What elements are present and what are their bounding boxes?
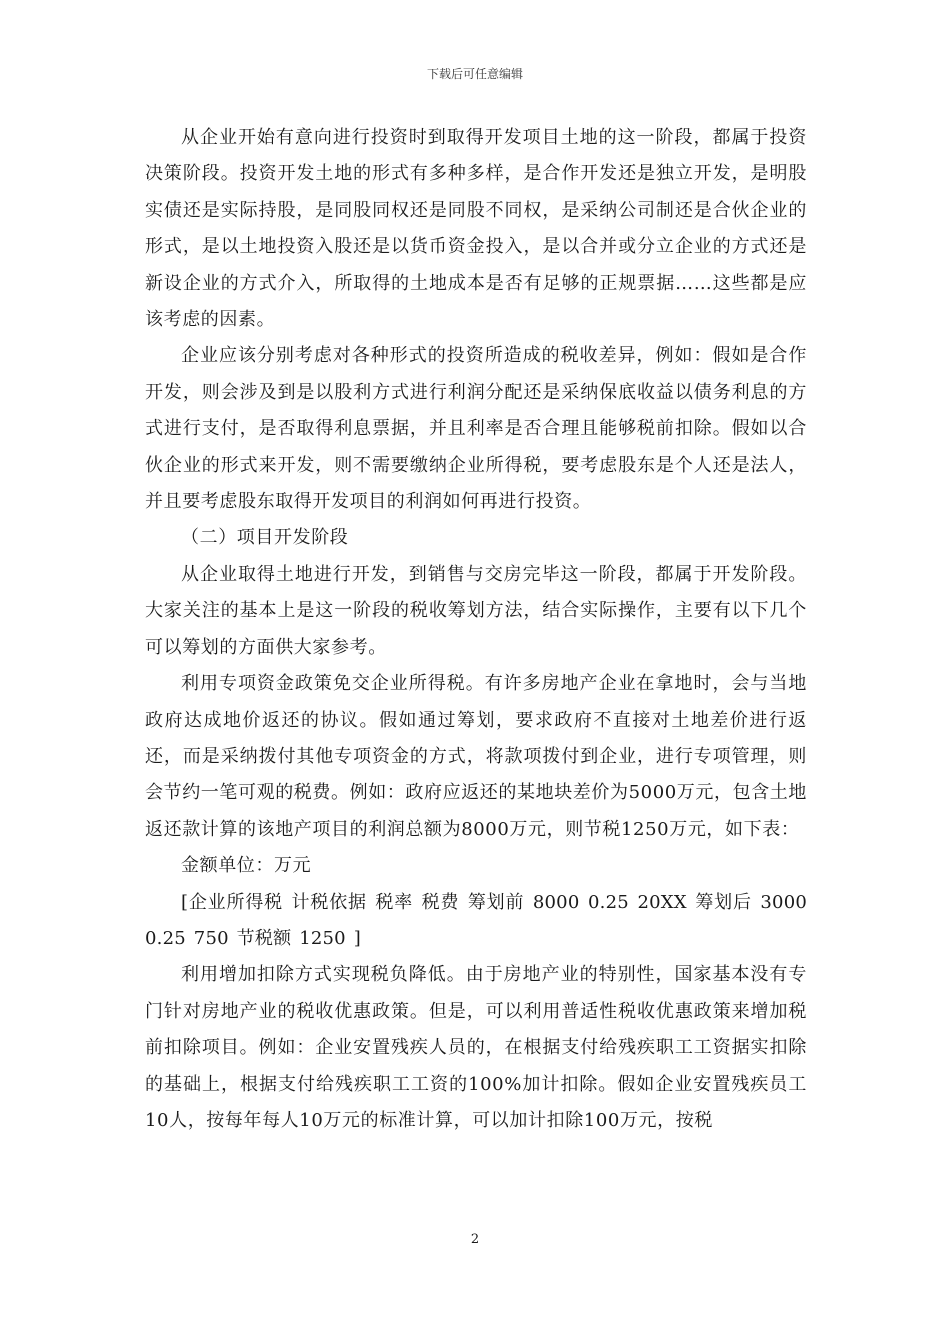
section-heading-project-development: （二）项目开发阶段 [181,527,349,549]
page-number: 2 [470,1232,480,1247]
paragraph-inline-table: [企业所得税 计税依据 税率 税费 筹划前 8000 0.25 20XX 筹划后 3000 0.25 750 节税额 1250 ] [145,891,807,949]
paragraph-development-stage: 从企业取得土地进行开发，到销售与交房完毕这一阶段，都属于开发阶段。大家关注的基本上是这一阶段的税收筹划方法，结合实际操作，主要有以下几个可以筹划的方面供大家参考。 [145,563,807,658]
paragraph-tax-differences: 企业应该分别考虑对各种形式的投资所造成的税收差异，例如：假如是合作开发，则会涉及到是以股利方式进行利润分配还是采纳保底收益以债务利息的方式进行支付，是否取得利息票据，并且利率是否合理且能够税前扣除。假如以合伙企业的形式来开发，则不需要缴纳企业所得税，要考虑股东是个人还是法人，并且要考虑股东取得开发项目的利润如何再进行投资。 [145,345,807,513]
paragraph-special-funds-policy: 利用专项资金政策免交企业所得税。有许多房地产企业在拿地时，会与当地政府达成地价返还的协议。假如通过筹划，要求政府不直接对土地差价进行返还，而是采纳拨付其他专项资金的方式，将款项拨付到企业，进行专项管理，则会节约一笔可观的税费。例如：政府应返还的某地块差价为5000万元，包含土地返还款计算的该地产项目的利润总额为8000万元，则节税1250万元，如下表： [145,673,808,840]
paragraph-additional-deductions: 利用增加扣除方式实现税负降低。由于房地产业的特别性，国家基本没有专门针对房地产业的税收优惠政策。但是，可以利用普适性税收优惠政策来增加税前扣除项目。例如：企业安置残疾人员的，在根据支付给残疾职工工资据实扣除的基础上，根据支付给残疾职工工资的100%加计扣除。假如企业安置残疾员工10人，按每年每人10万元的标准计算，可以加计扣除100万元，按税 [145,964,807,1131]
paragraph-amount-unit: 金额单位：万元 [181,855,312,877]
paragraph-investment-decision: 从企业开始有意向进行投资时到取得开发项目土地的这一阶段，都属于投资决策阶段。投资开发土地的形式有多种多样，是合作开发还是独立开发，是明股实债还是实际持股，是同股同权还是同股不同权，是采纳公司制还是合伙企业的形式，是以土地投资入股还是以货币资金投入，是以合并或分立企业的方式还是新设企业的方式介入，所取得的土地成本是否有足够的正规票据……这些都是应该考虑的因素。 [145,127,807,331]
document-body [145,120,807,1139]
page-header: 下载后可任意编辑 [426,67,523,81]
